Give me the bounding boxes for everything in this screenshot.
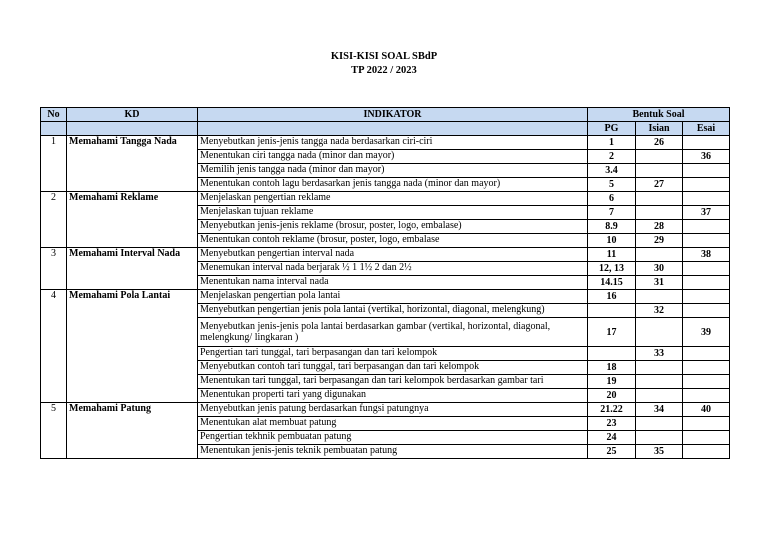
cell-indikator: Menyebutkan jenis-jenis tangga nada berdasarkan ciri-ciri	[198, 136, 588, 150]
cell-indikator: Menentukan jenis-jenis teknik pembuatan patung	[198, 445, 588, 459]
cell-indikator: Pengertian tekhnik pembuatan patung	[198, 431, 588, 445]
cell-indikator: Pengertian tari tunggal, tari berpasangan dan tari kelompok	[198, 347, 588, 361]
header-indikator: INDIKATOR	[198, 108, 588, 122]
cell-pg: 18	[588, 361, 636, 375]
cell-indikator: Menyebutkan pengertian jenis pola lantai (vertikal, horizontal, diagonal, melengkung)	[198, 304, 588, 318]
table-row	[41, 136, 730, 150]
cell-isian: 32	[636, 304, 683, 318]
cell-isian: 29	[636, 234, 683, 248]
table-row	[41, 248, 730, 262]
cell-esai: 38	[683, 248, 730, 262]
cell-pg: 6	[588, 192, 636, 206]
cell-isian	[636, 192, 683, 206]
table-body	[41, 136, 730, 459]
cell-indikator: Menemukan interval nada berjarak ½ 1 1½ 2 dan 2½	[198, 262, 588, 276]
cell-indikator: Menyebutkan jenis patung berdasarkan fungsi patungnya	[198, 403, 588, 417]
header-pg: PG	[588, 122, 636, 136]
cell-pg: 8.9	[588, 220, 636, 234]
cell-pg	[588, 347, 636, 361]
cell-pg: 11	[588, 248, 636, 262]
cell-pg: 20	[588, 389, 636, 403]
cell-indikator: Menyebutkan contoh tari tunggal, tari berpasangan dan tari kelompok	[198, 361, 588, 375]
table-row	[41, 192, 730, 206]
cell-indikator: Menentukan contoh lagu berdasarkan jenis tangga nada (minor dan mayor)	[198, 178, 588, 192]
cell-pg: 21.22	[588, 403, 636, 417]
document-title: KISI-KISI SOAL SBdP	[330, 51, 438, 62]
cell-isian	[636, 375, 683, 389]
cell-isian: 26	[636, 136, 683, 150]
cell-indikator: Menyebutkan pengertian interval nada	[198, 248, 588, 262]
header-isian: Isian	[636, 122, 683, 136]
cell-kd: Memahami Reklame	[67, 192, 198, 248]
header-kd: KD	[67, 108, 198, 122]
cell-pg: 12, 13	[588, 262, 636, 276]
cell-isian: 27	[636, 178, 683, 192]
cell-esai	[683, 304, 730, 318]
cell-isian: 30	[636, 262, 683, 276]
kisi-kisi-table	[40, 107, 730, 459]
header-no-sub	[41, 122, 67, 136]
cell-esai	[683, 417, 730, 431]
cell-isian	[636, 431, 683, 445]
cell-no: 4	[41, 290, 67, 403]
cell-esai	[683, 445, 730, 459]
cell-esai: 36	[683, 150, 730, 164]
cell-pg	[588, 304, 636, 318]
header-no: No	[41, 108, 67, 122]
header-esai: Esai	[683, 122, 730, 136]
cell-esai	[683, 290, 730, 304]
cell-esai	[683, 375, 730, 389]
cell-pg: 7	[588, 206, 636, 220]
header-bentuk-soal: Bentuk Soal	[588, 108, 730, 122]
cell-pg: 19	[588, 375, 636, 389]
cell-esai	[683, 220, 730, 234]
cell-indikator: Menentukan tari tunggal, tari berpasangan dan tari kelompok berdasarkan gambar tari	[198, 375, 588, 389]
table-row	[41, 290, 730, 304]
header-kd-sub	[67, 122, 198, 136]
cell-indikator: Menjelaskan pengertian pola lantai	[198, 290, 588, 304]
cell-indikator: Menyebutkan jenis-jenis pola lantai berdasarkan gambar (vertikal, horizontal, diagonal, melengkung/ lingkaran )	[198, 318, 588, 347]
cell-isian: 35	[636, 445, 683, 459]
cell-esai	[683, 178, 730, 192]
cell-isian	[636, 318, 683, 347]
cell-kd: Memahami Tangga Nada	[67, 136, 198, 192]
cell-isian	[636, 248, 683, 262]
cell-pg: 3.4	[588, 164, 636, 178]
cell-esai: 40	[683, 403, 730, 417]
cell-isian: 33	[636, 347, 683, 361]
cell-isian	[636, 164, 683, 178]
cell-no: 3	[41, 248, 67, 290]
cell-esai	[683, 361, 730, 375]
cell-indikator: Menentukan ciri tangga nada (minor dan mayor)	[198, 150, 588, 164]
cell-esai	[683, 164, 730, 178]
cell-isian	[636, 361, 683, 375]
cell-isian	[636, 290, 683, 304]
cell-indikator: Menentukan properti tari yang digunakan	[198, 389, 588, 403]
cell-esai	[683, 234, 730, 248]
cell-esai: 39	[683, 318, 730, 347]
cell-kd: Memahami Pola Lantai	[67, 290, 198, 403]
cell-pg: 25	[588, 445, 636, 459]
cell-pg: 23	[588, 417, 636, 431]
cell-no: 2	[41, 192, 67, 248]
cell-pg: 17	[588, 318, 636, 347]
cell-indikator: Menjelaskan pengertian reklame	[198, 192, 588, 206]
cell-indikator: Memilih jenis tangga nada (minor dan mayor)	[198, 164, 588, 178]
cell-indikator: Menjelaskan tujuan reklame	[198, 206, 588, 220]
cell-pg: 16	[588, 290, 636, 304]
cell-esai	[683, 192, 730, 206]
cell-esai	[683, 431, 730, 445]
cell-isian	[636, 389, 683, 403]
cell-indikator: Menentukan contoh reklame (brosur, poster, logo, embalase	[198, 234, 588, 248]
cell-isian: 31	[636, 276, 683, 290]
document-subtitle: TP 2022 / 2023	[351, 65, 417, 76]
cell-pg: 1	[588, 136, 636, 150]
cell-esai	[683, 389, 730, 403]
cell-indikator: Menyebutkan jenis-jenis reklame (brosur, poster, logo, embalase)	[198, 220, 588, 234]
cell-esai	[683, 136, 730, 150]
header-indikator-sub	[198, 122, 588, 136]
cell-pg: 24	[588, 431, 636, 445]
table-row	[41, 403, 730, 417]
cell-pg: 5	[588, 178, 636, 192]
cell-pg: 2	[588, 150, 636, 164]
cell-isian	[636, 150, 683, 164]
cell-indikator: Menentukan alat membuat patung	[198, 417, 588, 431]
cell-no: 1	[41, 136, 67, 192]
cell-isian: 28	[636, 220, 683, 234]
cell-esai	[683, 262, 730, 276]
cell-indikator: Menentukan nama interval nada	[198, 276, 588, 290]
cell-pg: 10	[588, 234, 636, 248]
cell-pg: 14.15	[588, 276, 636, 290]
cell-kd: Memahami Patung	[67, 403, 198, 459]
cell-isian: 34	[636, 403, 683, 417]
cell-no: 5	[41, 403, 67, 459]
cell-isian	[636, 206, 683, 220]
cell-kd: Memahami Interval Nada	[67, 248, 198, 290]
cell-esai	[683, 347, 730, 361]
cell-esai: 37	[683, 206, 730, 220]
cell-esai	[683, 276, 730, 290]
cell-isian	[636, 417, 683, 431]
